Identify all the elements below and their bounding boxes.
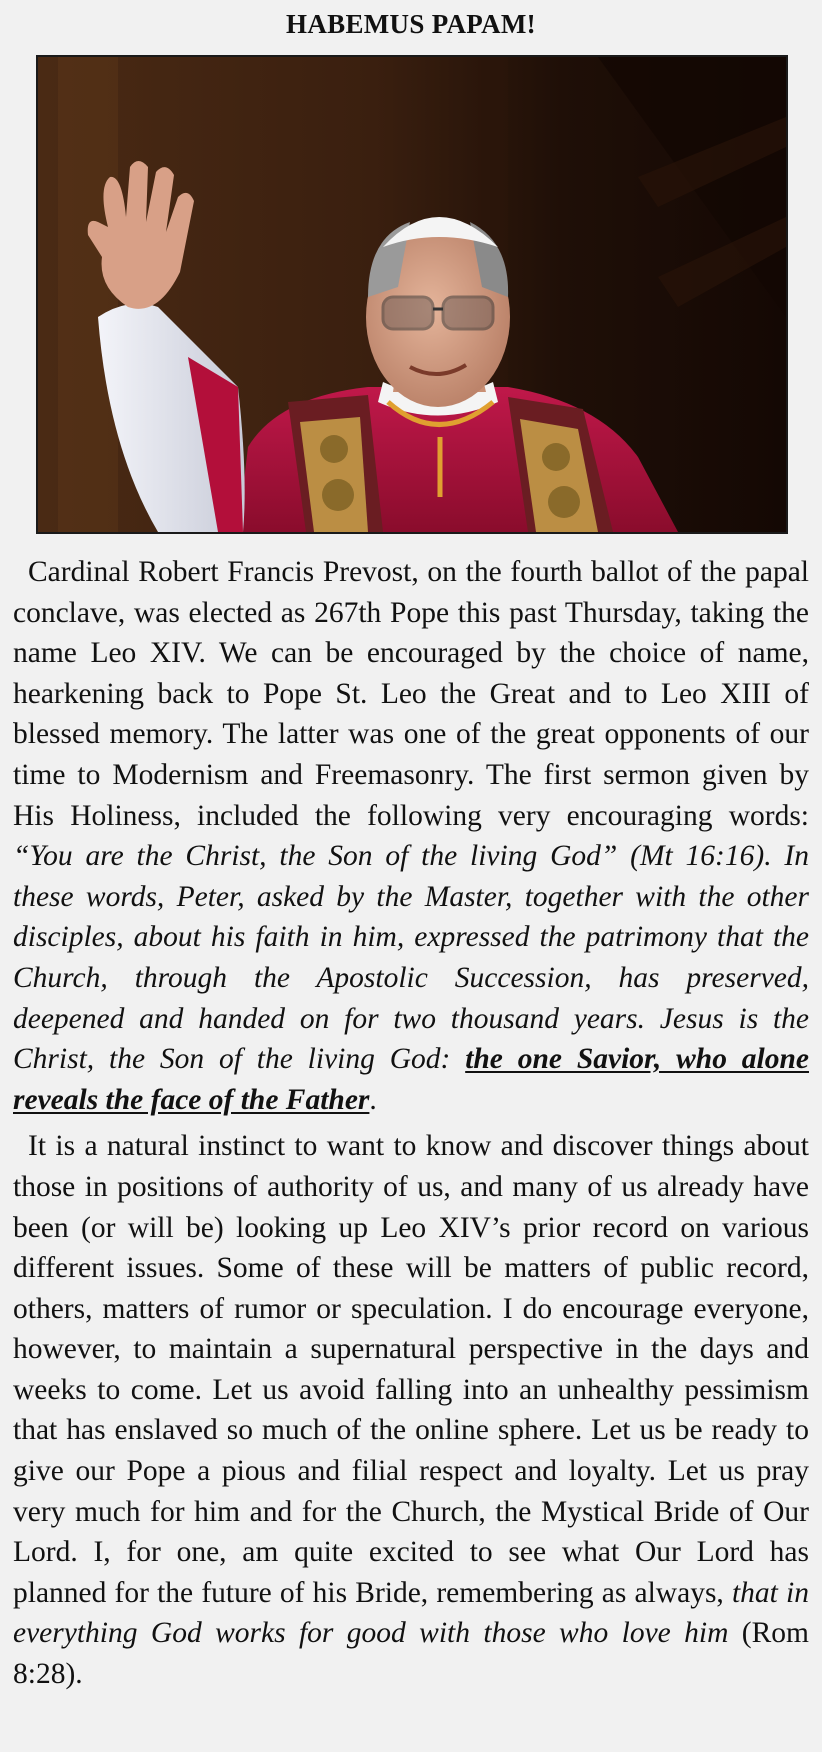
paragraph-1 [13,552,809,1120]
page-title: HABEMUS PAPAM! [286,9,536,39]
paragraph-1-end: . [369,1083,377,1116]
paragraph-2-text: It is a natural instinct to want to know and discover things about those in positions of authority of us, and many of us already have been (or will be) looking up Leo XIV’s prior record on various different issues. Some of these will be matters of public record, others, matters of rumor or speculation. I do encourage everyone, however, to maintain a supernatural perspective in the days and weeks to come. Let us avoid falling into an unhealthy pessimism that has enslaved so much of the online sphere. Let us be ready to give our Pope a pious and filial respect and loyalty. Let us pray very much for him and for the Church, the Mystical Bride of Our Lord. I, for one, am quite excited to see what Our Lord has planned for the future of his Bride, remembering as always, [13,1130,809,1609]
scripture-quote: that in everything God works for good with those who love him [13,1576,809,1650]
sermon-quote: “You are the Christ, the Son of the living God” (Mt 16:16). In these words, Peter, asked by the Master, together with the other disciples, about his faith in him, expressed the patrimony that the Church, through the Apostolic Succession, has preserved, deepened and handed on for two thousand years. Jesus is the Christ, the Son of the living God: [13,840,809,1076]
paragraph-1-text: Cardinal Robert Francis Prevost, on the fourth ballot of the papal conclave, was elected as 267th Pope this past Thursday, taking the name Leo XIV. We can be encouraged by the choice of name, hearkening back to Pope St. Leo the Great and to Leo XIII of blessed memory. The latter was one of the great opponents of our time to Modernism and Freemasonry. The first sermon given by His Holiness, included the following very encouraging words: [13,556,809,832]
scripture-citation: (Rom 8:28). [13,1617,809,1691]
pope-waving-photo [36,55,788,534]
article-body [13,552,809,1701]
emphasized-phrase: the one Savior, who alone reveals the face of the Father [13,1043,809,1116]
paragraph-2 [13,1126,809,1694]
